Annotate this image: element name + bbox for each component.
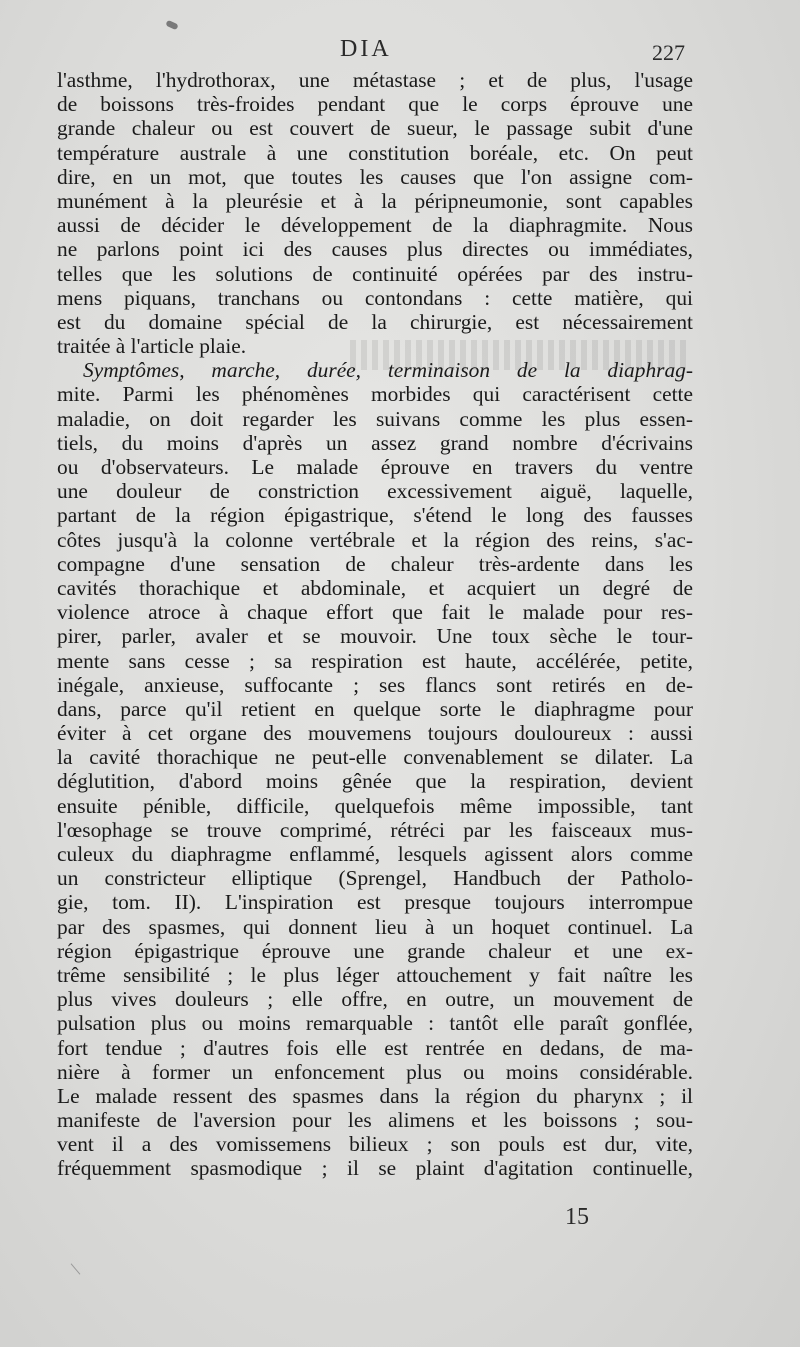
text-line: plus vives douleurs ; elle offre, en outre, un mouvement de xyxy=(57,987,693,1012)
text-line: culeux du diaphragme enflammé, lesquels agissent alors comme xyxy=(57,842,693,866)
text-line: Le malade ressent des spasmes dans la région du pharynx ; il xyxy=(57,1083,693,1108)
text-line: côtes jusqu'à la colonne vertébrale et la région des reins, s'ac- xyxy=(57,527,693,552)
text-line: fréquemment spasmodique ; il se plaint d'agitation continuelle, xyxy=(57,1156,693,1181)
text-line: munément à la pleurésie et à la péripneumonie, sont capables xyxy=(57,188,693,213)
text-line: un constricteur elliptique (Sprengel, Handbuch der Patholo- xyxy=(57,866,693,891)
page-number: 227 xyxy=(652,40,685,65)
text-line: ne parlons point ici des causes plus directes ou immédiates, xyxy=(57,237,693,262)
text-line: vent il a des vomissemens bilieux ; son pouls est dur, vite, xyxy=(57,1132,693,1157)
text-line: violence atroce à chaque effort que fait le malade pour res- xyxy=(57,600,693,625)
text-line: maladie, on doit regarder les suivans comme les plus essen- xyxy=(57,406,693,431)
text-line: grande chaleur ou est couvert de sueur, le passage subit d'une xyxy=(57,116,693,141)
text-line: gie, tom. II). L'inspiration est presque toujours interrompue xyxy=(57,890,693,915)
text-line: cavités thorachique et abdominale, et acquiert un degré de xyxy=(57,575,693,600)
running-head: DIA xyxy=(340,36,392,62)
text-line: dans, parce qu'il retient en quelque sorte le diaphragme pour xyxy=(57,696,693,721)
text-line: de boissons très-froides pendant que le corps éprouve une xyxy=(57,92,693,117)
text-line: mite. Parmi les phénomènes morbides qui caractérisent cette xyxy=(57,382,693,407)
text-line: l'asthme, l'hydrothorax, une métastase ; et de plus, l'usage xyxy=(57,68,693,92)
text-line: par des spasmes, qui donnent lieu à un hoquet continuel. La xyxy=(57,914,693,939)
text-line: mens piquans, tranchans ou contondans : cette matière, qui xyxy=(57,285,693,310)
text-line: trême sensibilité ; le plus léger attouchement y fait naître les xyxy=(57,962,693,987)
text-line: nière à former un enfoncement plus ou moins considérable. xyxy=(57,1059,693,1084)
text-line: dire, en un mot, que toutes les causes que l'on assigne com- xyxy=(57,164,693,189)
text-line: mente sans cesse ; sa respiration est haute, accélérée, petite, xyxy=(57,648,693,673)
text-line: tiels, du moins d'après un assez grand nombre d'écrivains xyxy=(57,430,693,455)
text-line: pirer, parler, avaler et se mouvoir. Une toux sèche le tour- xyxy=(57,624,693,649)
text-line: une douleur de constriction excessivement aiguë, laquelle, xyxy=(57,479,693,504)
text-line: telles que les solutions de continuité opérées par des instru- xyxy=(57,261,693,286)
body-text xyxy=(57,68,693,1181)
text-line: manifeste de l'aversion pour les alimens et les boissons ; sou- xyxy=(57,1108,693,1133)
pencil-mark xyxy=(71,1263,81,1274)
text-line: ensuite pénible, difficile, quelquefois même impossible, tant xyxy=(57,793,693,818)
signature-mark: 15 xyxy=(565,1204,589,1230)
page-header xyxy=(0,36,800,70)
text-line: traitée à l'article plaie. xyxy=(57,334,247,359)
text-line: l'œsophage se trouve comprimé, rétréci par les faisceaux mus- xyxy=(57,817,693,842)
ink-smudge xyxy=(165,20,178,31)
text-line: compagne d'une sensation de chaleur très-ardente dans les xyxy=(57,551,693,576)
section-heading-line: Symptômes, marche, durée, terminaison de la diaphrag- xyxy=(83,358,693,383)
text-line: région épigastrique éprouve une grande chaleur et une ex- xyxy=(57,938,693,963)
text-line: pulsation plus ou moins remarquable : tantôt elle paraît gonflée, xyxy=(57,1011,693,1036)
text-line: fort tendue ; d'autres fois elle est rentrée en dedans, de ma- xyxy=(57,1035,693,1060)
text-line: est du domaine spécial de la chirurgie, est nécessairement xyxy=(57,309,693,334)
text-line: la cavité thorachique ne peut-elle convenablement se dilater. La xyxy=(57,745,693,770)
text-line: ou d'observateurs. Le malade éprouve en travers du ventre xyxy=(57,455,693,479)
text-line: aussi de décider le développement de la diaphragmite. Nous xyxy=(57,213,693,238)
text-line: partant de la région épigastrique, s'étend le long des fausses xyxy=(57,503,693,528)
text-line: température australe à une constitution boréale, etc. On peut xyxy=(57,140,693,165)
text-line: déglutition, d'abord moins gênée que la respiration, devient xyxy=(57,769,693,794)
text-line: éviter à cet organe des mouvemens toujours douloureux : aussi xyxy=(57,721,693,746)
text-line: inégale, anxieuse, suffocante ; ses flancs sont retirés en de- xyxy=(57,672,693,697)
